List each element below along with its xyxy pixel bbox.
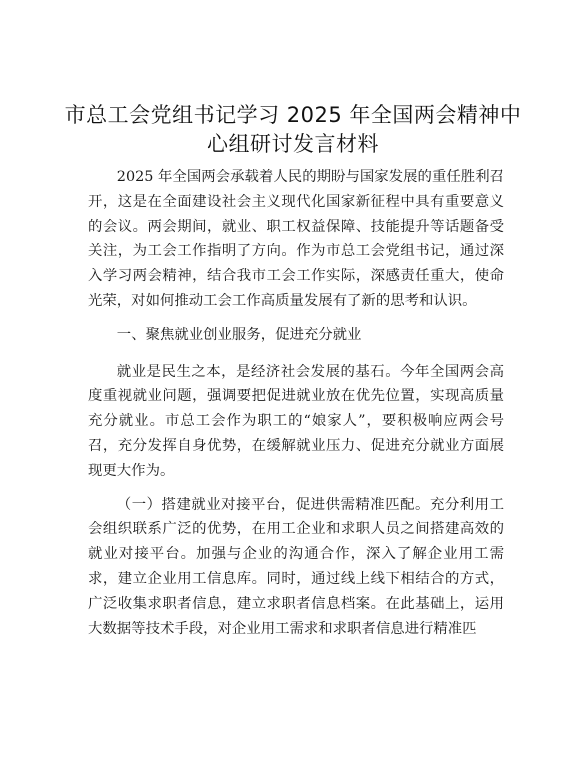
document-title [60,101,526,159]
body-paragraph: （一）搭建就业对接平台，促进供需精准匹配。充分利用工会组织联系广泛的优势，在用工企业和求职人员之间搭建高效的就业对接平台。加强与企业的沟通合作，深入了解企业用工需求，建立企业用工信息库。同时，通过线上线下相结合的方式，广泛收集求职者信息，建立求职者信息档案。在此基础上，运用大数据等技术手段，对企业用工需求和求职者信息进行精准匹 [88,496,504,637]
document-body [88,165,504,650]
intro-paragraph: 2025 年全国两会承载着人民的期盼与国家发展的重任胜利召开，这是在全面建设社会主义现代化国家新征程中具有重要意义的会议。两会期间，就业、职工权益保障、技能提升等话题备受关注，为工会工作指明了方向。作为市总工会党组书记，通过深入学习两会精神，结合我市工会工作实际，深感责任重大，使命光荣，对如何推动工会工作高质量发展有了新的思考和认识。 [88,169,504,309]
body-paragraph: 就业是民生之本，是经济社会发展的基石。今年全国两会高度重视就业问题，强调要把促进就业放在优先位置，实现高质量充分就业。市总工会作为职工的“娘家人”，要积极响应两会号召，充分发挥自身优势，在缓解就业压力、促进充分就业方面展现更大作为。 [88,363,504,479]
title-line-1: 市总工会党组书记学习 2025 年全国两会精神中 [64,103,522,127]
section-heading: 一、聚焦就业创业服务，促进充分就业 [116,326,362,343]
title-line-2: 心组研讨发言材料 [207,132,379,156]
